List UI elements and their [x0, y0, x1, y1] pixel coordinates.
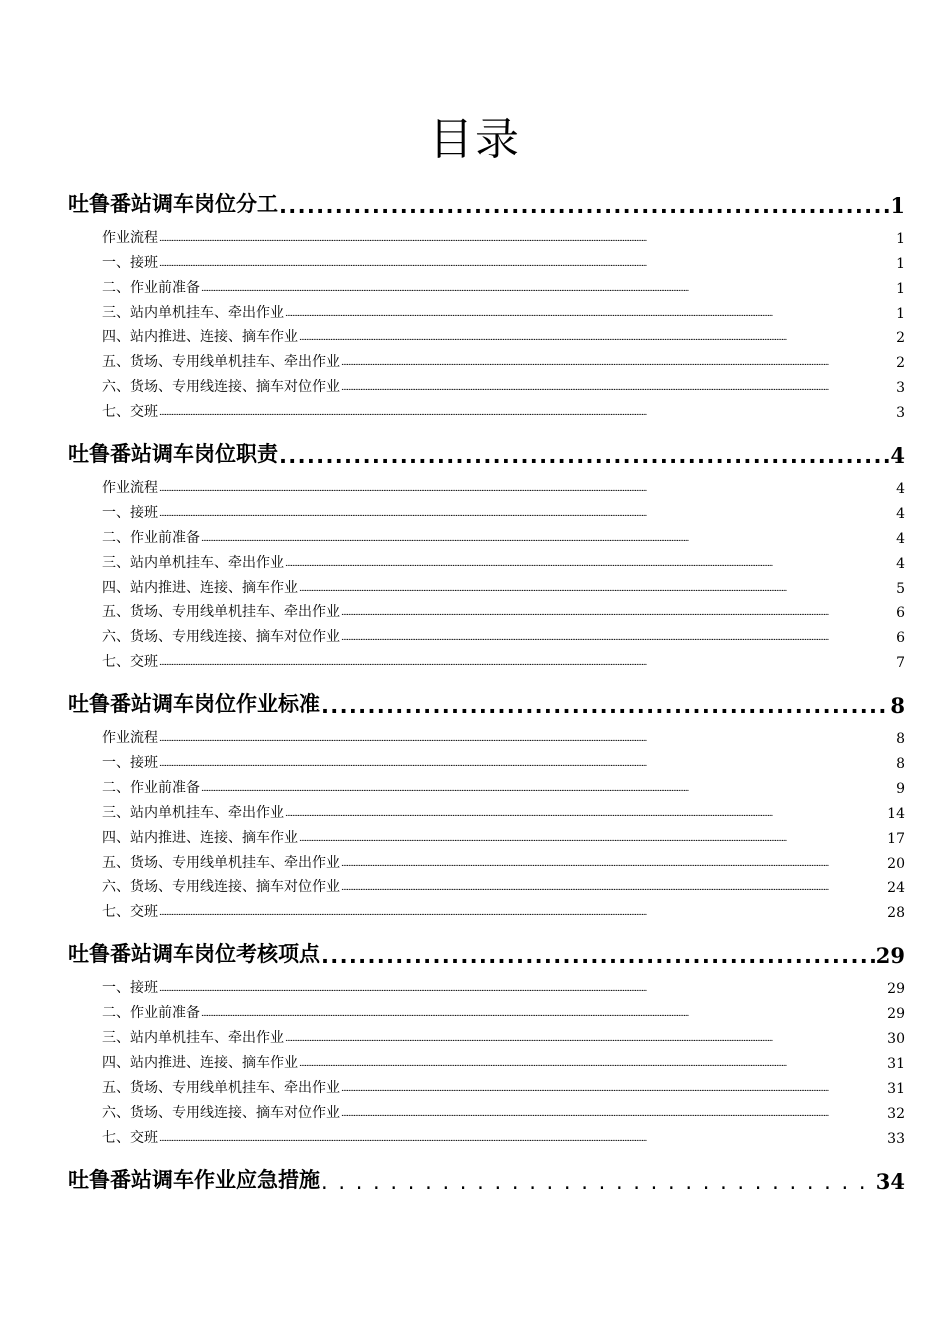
dot-leader — [159, 484, 895, 494]
toc-item-label: 一、接班 — [102, 504, 158, 521]
toc-item-entry[interactable] — [68, 396, 905, 421]
toc-item-label: 作业流程 — [102, 480, 158, 497]
dot-leader — [341, 1109, 886, 1119]
toc-item-label: 六、货场、专用线连接、摘车对位作业 — [102, 629, 340, 646]
toc-heading-page: 34 — [875, 1168, 905, 1194]
toc-item-label: 三、站内单机挂车、牵出作业 — [102, 554, 284, 571]
toc-heading-entry[interactable] — [68, 430, 905, 468]
dot-leader — [159, 734, 895, 744]
toc-heading-label: 吐鲁番站调车岗位考核项点 — [68, 942, 320, 967]
toc-item-label: 作业流程 — [102, 229, 158, 246]
toc-item-entry[interactable] — [68, 371, 905, 396]
toc-item-entry[interactable] — [68, 1122, 905, 1147]
toc-item-label: 三、站内单机挂车、牵出作业 — [102, 304, 284, 321]
dot-leader — [341, 859, 886, 869]
dot-leader — [159, 759, 895, 769]
toc-item-page: 31 — [887, 1055, 905, 1072]
dot-leader — [285, 1034, 886, 1044]
toc-item-label: 五、货场、专用线单机挂车、牵出作业 — [102, 604, 340, 621]
toc-item-label: 二、作业前准备 — [102, 279, 200, 296]
toc-item-page: 4 — [896, 530, 905, 547]
toc-item-page: 29 — [887, 981, 905, 998]
toc-heading-entry[interactable] — [68, 680, 905, 718]
toc-item-label: 六、货场、专用线连接、摘车对位作业 — [102, 879, 340, 896]
toc-heading-label: 吐鲁番站调车作业应急措施 — [68, 1167, 320, 1192]
toc-item-page: 31 — [887, 1080, 905, 1097]
toc-item-page: 33 — [887, 1130, 905, 1147]
toc-heading-page: 8 — [890, 693, 905, 719]
toc-item-label: 七、交班 — [102, 404, 158, 421]
toc-item-page: 20 — [887, 855, 905, 872]
dot-leader — [285, 559, 895, 569]
toc-item-label: 六、货场、专用线连接、摘车对位作业 — [102, 1104, 340, 1121]
toc-item-label: 一、接班 — [102, 980, 158, 997]
toc-heading-page: 1 — [890, 193, 905, 218]
toc-item-label: 五、货场、专用线单机挂车、牵出作业 — [102, 854, 340, 871]
toc-item-entry[interactable] — [68, 497, 905, 522]
toc-heading-page: 4 — [890, 443, 905, 469]
dot-leader — [341, 608, 895, 618]
toc-item-page: 1 — [896, 305, 905, 322]
toc-item-label: 三、站内单机挂车、牵出作业 — [102, 804, 284, 821]
dot-leader — [299, 333, 895, 343]
dot-leader — [341, 883, 886, 893]
toc-item-page: 14 — [887, 805, 905, 822]
toc-item-label: 四、站内推进、连接、摘车作业 — [102, 829, 298, 846]
dot-leader — [159, 908, 886, 918]
dot-leader — [321, 1170, 875, 1194]
toc-item-page: 9 — [896, 780, 905, 797]
toc-section — [68, 680, 905, 921]
dot-leader — [279, 194, 889, 218]
toc-heading-entry[interactable] — [68, 930, 905, 968]
toc-item-label: 作业流程 — [102, 730, 158, 747]
dot-leader — [159, 509, 895, 519]
toc-item-entry[interactable] — [68, 646, 905, 671]
toc-item-page: 6 — [896, 605, 905, 622]
toc-heading-entry[interactable] — [68, 1156, 905, 1194]
toc-item-entry[interactable] — [68, 1022, 905, 1047]
dot-leader — [299, 584, 895, 594]
toc-item-label: 一、接班 — [102, 254, 158, 271]
dot-leader — [321, 944, 875, 968]
toc-section — [68, 930, 905, 1146]
table-of-contents — [68, 180, 905, 1203]
toc-item-entry[interactable] — [68, 822, 905, 847]
toc-item-label: 五、货场、专用线单机挂车、牵出作业 — [102, 354, 340, 371]
toc-item-page: 4 — [896, 505, 905, 522]
dot-leader — [279, 444, 889, 468]
toc-item-label: 一、接班 — [102, 755, 158, 772]
toc-item-entry[interactable] — [68, 772, 905, 797]
toc-item-entry[interactable] — [68, 722, 905, 747]
toc-item-page: 30 — [887, 1031, 905, 1048]
toc-item-entry[interactable] — [68, 597, 905, 622]
toc-item-label: 六、货场、专用线连接、摘车对位作业 — [102, 379, 340, 396]
dot-leader — [321, 694, 889, 718]
toc-item-page: 28 — [887, 905, 905, 922]
toc-item-page: 4 — [896, 481, 905, 498]
toc-item-page: 1 — [896, 280, 905, 297]
dot-leader — [159, 408, 895, 418]
toc-item-entry[interactable] — [68, 572, 905, 597]
toc-heading-page: 29 — [875, 943, 905, 969]
dot-leader — [201, 284, 895, 294]
toc-item-page: 2 — [896, 330, 905, 347]
toc-item-page: 8 — [896, 731, 905, 748]
toc-item-entry[interactable] — [68, 472, 905, 497]
toc-item-page: 24 — [887, 880, 905, 897]
toc-item-page: 5 — [896, 580, 905, 597]
toc-item-entry[interactable] — [68, 346, 905, 371]
toc-item-entry[interactable] — [68, 797, 905, 822]
toc-item-label: 三、站内单机挂车、牵出作业 — [102, 1030, 284, 1047]
dot-leader — [159, 658, 895, 668]
dot-leader — [159, 1134, 886, 1144]
toc-section — [68, 180, 905, 421]
dot-leader — [341, 633, 895, 643]
toc-item-entry[interactable] — [68, 847, 905, 872]
toc-item-entry[interactable] — [68, 972, 905, 997]
toc-item-entry[interactable] — [68, 547, 905, 572]
toc-item-label: 七、交班 — [102, 1129, 158, 1146]
toc-item-entry[interactable] — [68, 621, 905, 646]
toc-item-entry[interactable] — [68, 297, 905, 322]
toc-item-page: 3 — [896, 380, 905, 397]
toc-item-entry[interactable] — [68, 522, 905, 547]
toc-section — [68, 430, 905, 671]
dot-leader — [159, 984, 886, 994]
toc-item-entry[interactable] — [68, 322, 905, 347]
toc-item-page: 7 — [896, 655, 905, 672]
toc-heading-label: 吐鲁番站调车岗位职责 — [68, 442, 278, 467]
toc-item-entry[interactable] — [68, 747, 905, 772]
toc-heading-entry[interactable] — [68, 180, 905, 218]
toc-item-label: 四、站内推进、连接、摘车作业 — [102, 1054, 298, 1071]
dot-leader — [201, 784, 895, 794]
toc-item-label: 四、站内推进、连接、摘车作业 — [102, 329, 298, 346]
dot-leader — [159, 234, 895, 244]
toc-item-page: 3 — [896, 405, 905, 422]
toc-item-page: 17 — [887, 830, 905, 847]
toc-item-entry[interactable] — [68, 1072, 905, 1097]
dot-leader — [201, 534, 895, 544]
toc-item-label: 四、站内推进、连接、摘车作业 — [102, 579, 298, 596]
dot-leader — [285, 309, 895, 319]
toc-heading-label: 吐鲁番站调车岗位作业标准 — [68, 692, 320, 717]
toc-item-page: 2 — [896, 355, 905, 372]
toc-item-entry[interactable] — [68, 997, 905, 1022]
toc-item-entry[interactable] — [68, 872, 905, 897]
dot-leader — [341, 383, 895, 393]
toc-item-page: 1 — [896, 230, 905, 247]
toc-item-entry[interactable] — [68, 896, 905, 921]
toc-item-page: 1 — [896, 255, 905, 272]
toc-item-label: 二、作业前准备 — [102, 1005, 200, 1022]
dot-leader — [159, 259, 895, 269]
toc-item-page: 32 — [887, 1105, 905, 1122]
dot-leader — [299, 1059, 886, 1069]
dot-leader — [341, 1084, 886, 1094]
dot-leader — [285, 809, 886, 819]
page-title: 目录 — [429, 114, 521, 165]
toc-item-label: 五、货场、专用线单机挂车、牵出作业 — [102, 1079, 340, 1096]
dot-leader — [299, 834, 886, 844]
dot-leader — [201, 1009, 886, 1019]
toc-item-label: 七、交班 — [102, 654, 158, 671]
toc-item-label: 二、作业前准备 — [102, 779, 200, 796]
toc-item-label: 二、作业前准备 — [102, 529, 200, 546]
toc-item-page: 6 — [896, 630, 905, 647]
toc-item-page: 29 — [887, 1006, 905, 1023]
toc-heading-label: 吐鲁番站调车岗位分工 — [68, 192, 278, 216]
toc-item-entry[interactable] — [68, 1047, 905, 1072]
toc-item-page: 4 — [896, 555, 905, 572]
toc-item-entry[interactable] — [68, 272, 905, 297]
toc-item-page: 8 — [896, 756, 905, 773]
toc-section — [68, 1156, 905, 1194]
toc-item-entry[interactable] — [68, 247, 905, 272]
toc-item-entry[interactable] — [68, 222, 905, 247]
dot-leader — [341, 358, 895, 368]
toc-item-entry[interactable] — [68, 1097, 905, 1122]
toc-item-label: 七、交班 — [102, 904, 158, 921]
